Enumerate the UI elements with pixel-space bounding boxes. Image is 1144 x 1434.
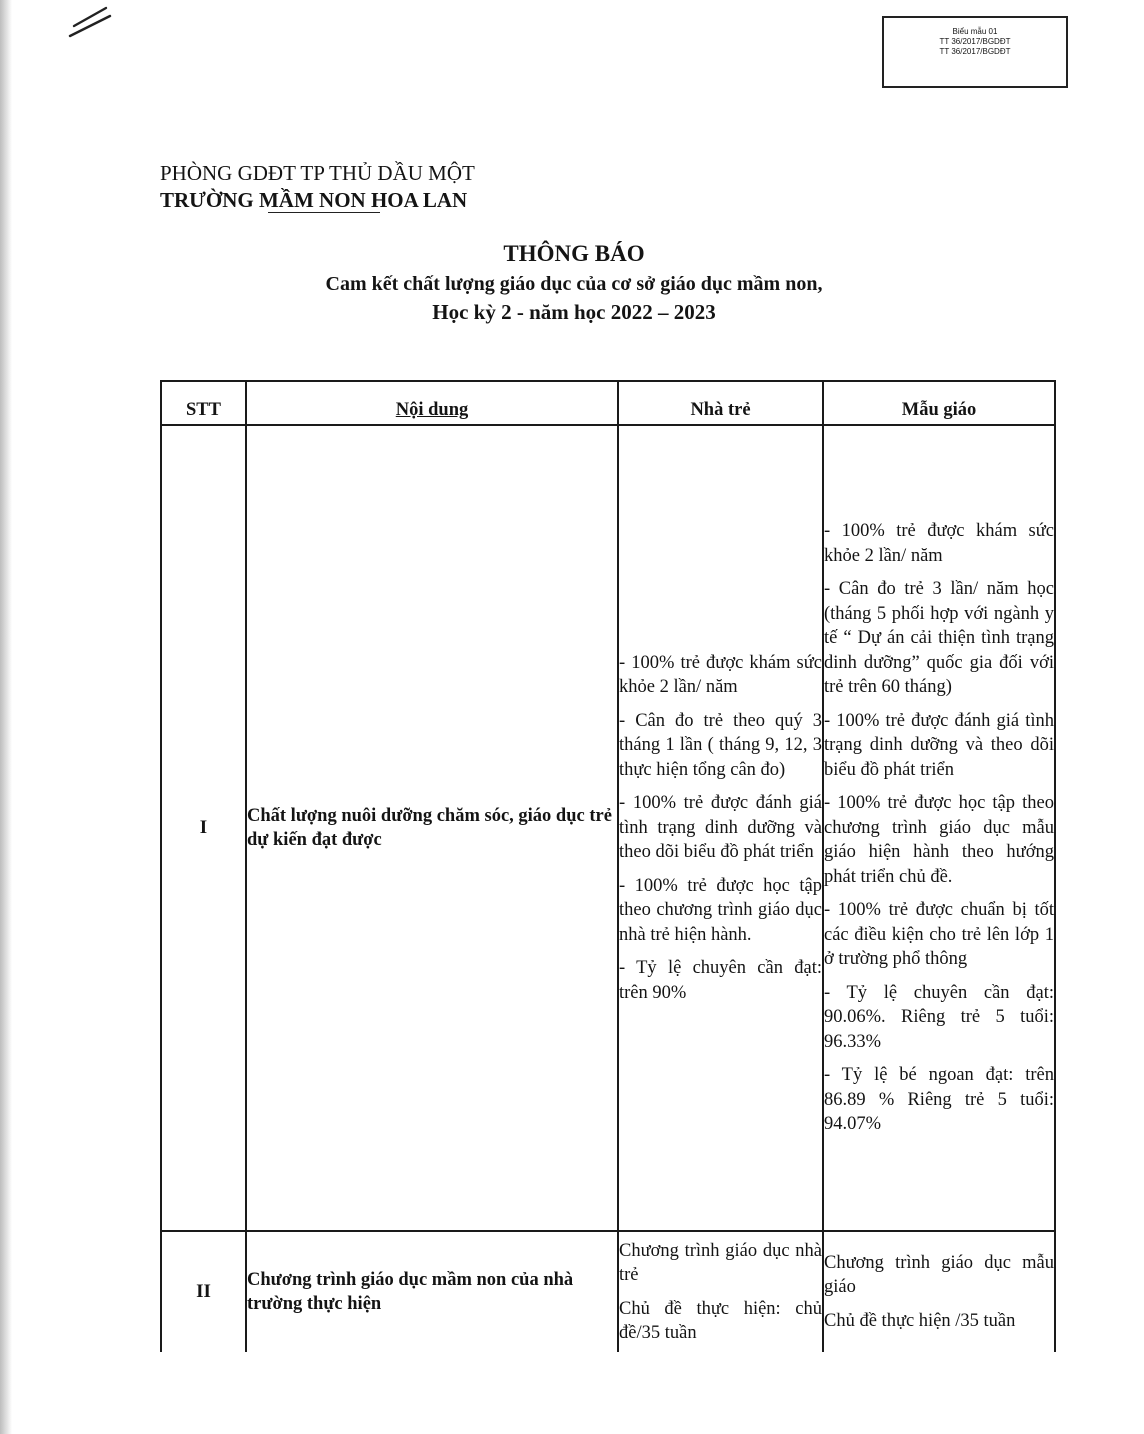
kindergarten-item: - 100% trẻ được khám sức khỏe 2 lần/ năm — [824, 521, 1054, 566]
nursery-item: - Cân đo trẻ theo quý 3 tháng 1 lần ( tháng 9, 12, 3 thực hiện tổng cân đo) — [619, 710, 822, 780]
kindergarten-item: Chương trình giáo dục mẫu giáo — [824, 1252, 1054, 1298]
row-stt: II — [161, 1231, 246, 1352]
nursery-item: Chủ đề thực hiện: chủ đề/35 tuần — [619, 1298, 822, 1343]
kindergarten-item: - 100% trẻ được học tập theo chương trình giáo dục mẫu giáo hiện hành theo hướng phát triển chủ đề. — [824, 793, 1054, 887]
table-header-row — [161, 381, 1055, 425]
form-circular-ref-2: TT 36/2017/BGDĐT — [939, 47, 1011, 56]
commitment-table — [160, 380, 1056, 1352]
kindergarten-item: - 100% trẻ được đánh giá tình trạng dinh dưỡng và theo dõi biểu đồ phát triển — [824, 710, 1054, 780]
document-term: Học kỳ 2 - năm học 2022 – 2023 — [432, 300, 716, 324]
document-title: THÔNG BÁO — [503, 241, 645, 266]
form-circular-ref: TT 36/2017/BGDĐT — [939, 37, 1011, 46]
row-kindergarten-cell — [823, 425, 1055, 1231]
school-name: TRƯỜNG MẦM NON HOA LAN — [160, 188, 468, 212]
document-subtitle: Cam kết chất lượng giáo dục của cơ sở giáo dục mầm non, — [325, 273, 823, 295]
pen-mark-icon — [66, 6, 126, 40]
row-stt: I — [161, 425, 246, 1231]
header-content — [246, 381, 618, 425]
page-edge-shadow — [0, 0, 12, 1434]
row-nursery-cell — [618, 1231, 823, 1352]
form-reference-box — [882, 16, 1068, 88]
form-number: Biểu mẫu 01 — [952, 27, 998, 36]
row-content: Chương trình giáo dục mầm non của nhà trường thực hiện — [246, 1231, 618, 1352]
kindergarten-item: Chủ đề thực hiện /35 tuần — [824, 1310, 1016, 1331]
kindergarten-item: - Tỷ lệ chuyên cần đạt: 90.06%. Riêng trẻ 5 tuổi: 96.33% — [824, 982, 1054, 1052]
row-nursery-cell — [618, 425, 823, 1231]
row-kindergarten-cell — [823, 1231, 1055, 1352]
header-nursery: Nhà trẻ — [618, 381, 823, 425]
kindergarten-item: - Tỷ lệ bé ngoan đạt: trên 86.89 % Riêng trẻ 5 tuổi: 94.07% — [824, 1065, 1054, 1135]
title-block — [160, 238, 988, 327]
header-underline — [268, 212, 380, 213]
header-content-label: Nội dung — [395, 399, 469, 420]
kindergarten-item: - 100% trẻ được chuẩn bị tốt các điều kiện cho trẻ lên lớp 1 ở trường phổ thông — [824, 900, 1054, 970]
table-row — [161, 425, 1055, 1231]
nursery-item: - Tỷ lệ chuyên cần đạt: trên 90% — [619, 958, 822, 1003]
header-stt: STT — [161, 381, 246, 425]
department-name: PHÒNG GDĐT TP THỦ DẦU MỘT — [160, 161, 475, 185]
kindergarten-item: - Cân đo trẻ 3 lần/ năm học (tháng 5 phối hợp với ngành y tế “ Dự án cải thiện tình trạng dinh dưỡng” quốc gia đối với trẻ trên 60 tháng) — [824, 579, 1054, 698]
table-row — [161, 1231, 1055, 1352]
nursery-item: - 100% trẻ được khám sức khỏe 2 lần/ năm — [619, 652, 822, 698]
nursery-item: - 100% trẻ được đánh giá tình trạng dinh dưỡng và theo dõi biểu đồ phát triển — [619, 793, 822, 863]
nursery-item: Chương trình giáo dục nhà trẻ — [619, 1240, 822, 1285]
row-content: Chất lượng nuôi dưỡng chăm sóc, giáo dục trẻ dự kiến đạt được — [246, 425, 618, 1231]
document-header — [160, 160, 475, 214]
header-kindergarten: Mẫu giáo — [823, 381, 1055, 425]
nursery-item: - 100% trẻ được học tập theo chương trình giáo dục nhà trẻ hiện hành. — [619, 875, 822, 945]
